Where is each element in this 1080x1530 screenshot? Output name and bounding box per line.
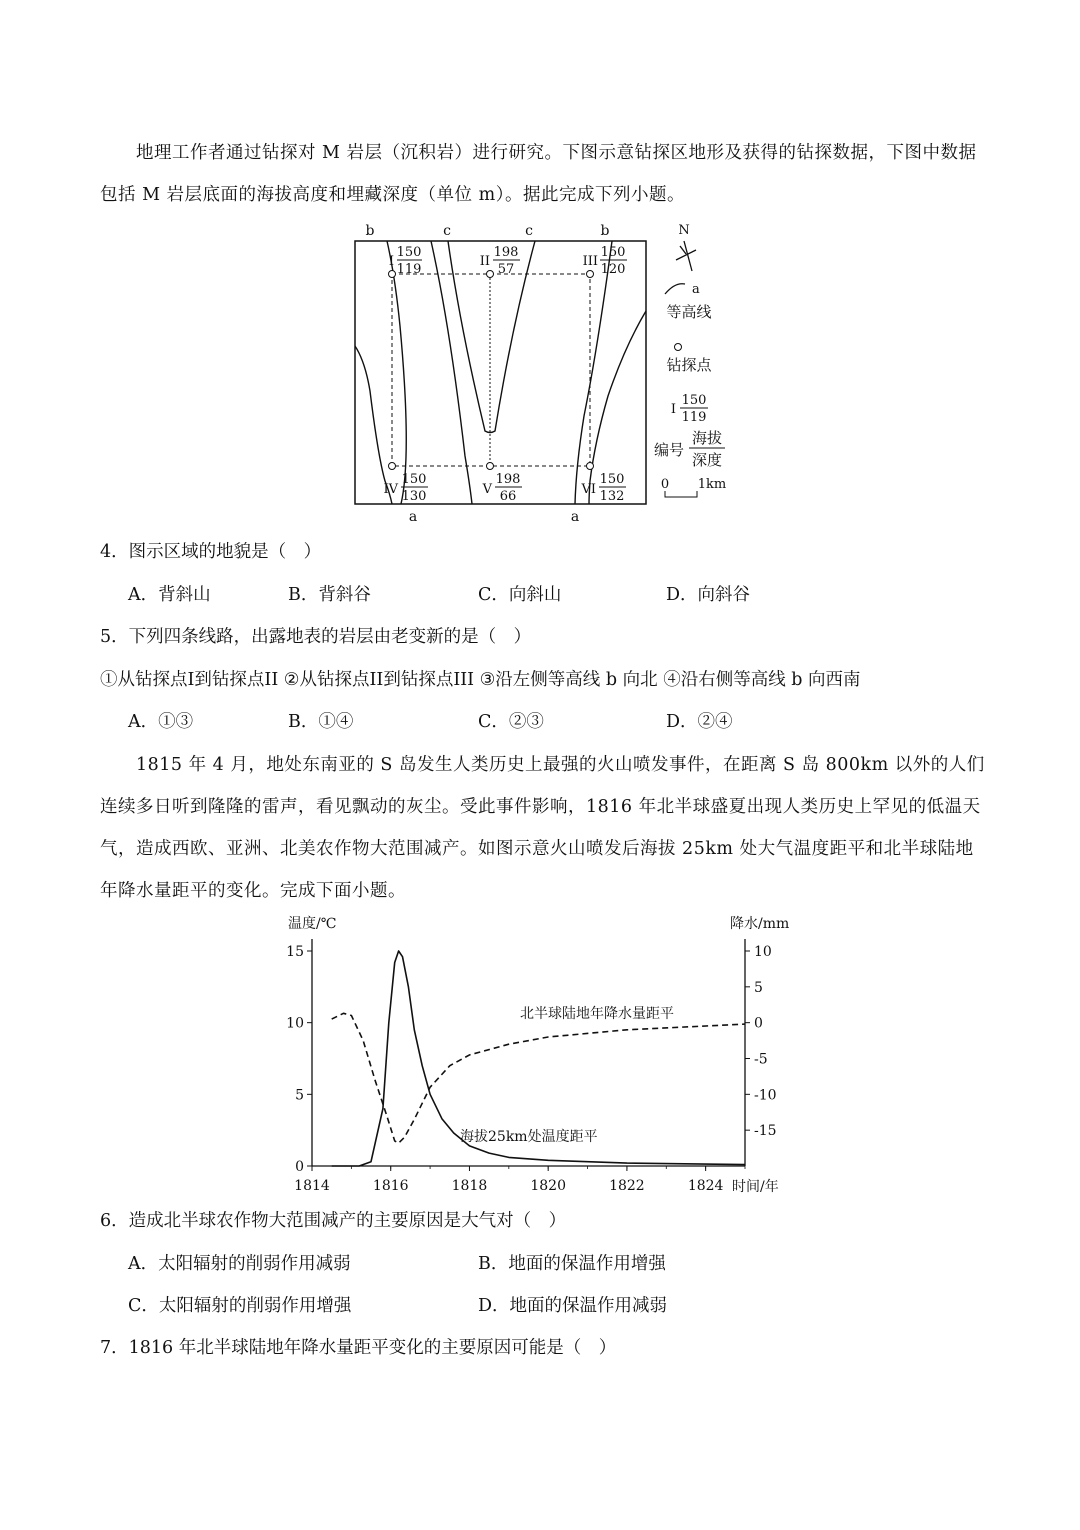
legend-example-top: 150 [681,393,707,408]
y-left-tick-label: 10 [286,1015,304,1032]
y-axis-left-label: 温度/℃ [288,916,337,932]
contour-line-inner-left [431,241,472,504]
contour-a-left [355,346,392,504]
question-7-stem: 7．1816 年北半球陆地年降水量距平变化的主要原因可能是（ ） [100,1338,617,1358]
y-right-tick-label: -10 [754,1087,777,1104]
point-id-III: III [582,254,598,269]
q4-option-c[interactable]: C．向斜山 [478,585,562,605]
intro-paragraph-2: 1815 年 4 月，地处东南亚的 S 岛发生人类历史上最强的火山喷发事件，在距离 S 岛 800km 以外的人们连续多日听到隆隆的雷声，看见飘动的灰尘。受此事件影响，1816 年北半球盛夏出现人类历史上罕见的低温天气，造成西欧、亚洲、北美农作物大范围减产。如图示意火山喷发后海拔 25km 处大气温度距平和北半球陆地年降水量距平的变化。完成下面小题。 [100,755,985,901]
point-III-depth: 120 [600,262,626,277]
q4-option-b[interactable]: B．背斜谷 [288,585,371,605]
q5-option-a[interactable]: A．①③ [128,712,194,732]
legend-contour-letter: a [692,282,700,297]
point-I-depth: 119 [396,262,422,277]
top-label-c-right: c [525,223,533,239]
q6-option-c[interactable]: C．太阳辐射的削弱作用增强 [128,1296,352,1316]
question-4-stem: 4．图示区域的地貌是（ ） [100,542,322,562]
contour-legend-icon [665,284,685,294]
y-right-tick-label: 10 [754,944,772,960]
y-left-tick-label: 15 [286,944,304,960]
contour-c-valley [448,241,535,433]
north-label: N [678,223,690,238]
legend-key-left: 编号 [654,441,685,459]
point-III-altitude: 150 [600,245,626,260]
point-id-IV: IV [383,482,398,497]
drill-point-III [587,271,594,278]
y-right-tick-label: 0 [754,1015,763,1032]
x-tick-label: 1822 [609,1178,645,1194]
x-tick-label: 1820 [530,1178,567,1194]
x-tick-label: 1814 [294,1178,330,1194]
bottom-label-a-left: a [408,509,418,525]
q5-option-d[interactable]: D．②④ [666,712,733,732]
point-V-depth: 66 [499,489,517,504]
point-id-V: V [482,482,492,497]
point-I-altitude: 150 [396,245,422,260]
drill-point-VI [587,463,594,470]
point-IV-altitude: 150 [401,472,427,487]
drill-point-IV [389,463,396,470]
x-axis-label: 时间/年 [732,1179,779,1195]
q6-option-d[interactable]: D．地面的保温作用减弱 [478,1296,668,1316]
q6-option-b[interactable]: B．地面的保温作用增强 [478,1254,666,1274]
bottom-label-a-right: a [570,509,580,525]
point-id-VI: VI [581,482,596,497]
drill-point-I [389,271,396,278]
point-V-altitude: 198 [495,472,521,487]
precipitation-anomaly-line [332,1013,745,1143]
scale-bar [665,491,697,497]
q4-option-d[interactable]: D．向斜谷 [666,585,751,605]
top-label-c-left: c [443,223,451,239]
x-tick-label: 1824 [687,1178,724,1194]
drill-map-figure [340,216,740,530]
point-id-I: I [388,254,394,269]
point-VI-depth: 132 [599,489,625,504]
legend-example-bottom: 119 [681,410,707,425]
drill-point-legend-icon [675,344,682,351]
legend-key-bottom: 深度 [691,451,723,469]
scale-zero: 0 [660,477,670,492]
legend-contour-label: 等高线 [666,303,712,321]
drill-point-II [487,271,494,278]
q4-option-a[interactable]: A．背斜山 [128,585,211,605]
point-II-altitude: 198 [493,245,519,260]
chart-axes [286,939,776,1194]
x-tick-label: 1818 [451,1178,488,1194]
top-label-b-right: b [600,223,610,239]
y-axis-right-label: 降水/mm [730,916,790,932]
y-left-tick-label: 5 [295,1087,304,1104]
y-right-tick-label: -15 [754,1123,777,1140]
series-label-temperature: 海拔25km处温度距平 [460,1129,598,1145]
question-6-stem: 6．造成北半球农作物大范围减产的主要原因是大气对（ ） [100,1211,567,1231]
drill-point-V [487,463,494,470]
q5-option-c[interactable]: C．②③ [478,712,544,732]
point-id-II: II [479,254,490,269]
legend-key-top: 海拔 [691,429,723,447]
scale-label: 1km [697,477,727,492]
top-label-b-left: b [365,223,375,239]
north-arrow-icon [676,241,696,271]
series-label-precipitation: 北半球陆地年降水量距平 [520,1006,674,1022]
map-frame [355,241,646,504]
question-5-stem: 5．下列四条线路，出露地表的岩层由老变新的是（ ） [100,627,532,647]
intro-paragraph-1: 地理工作者通过钻探对 M 岩层（沉积岩）进行研究。下图示意钻探区地形及获得的钻探数据，下图中数据包括 M 岩层底面的海拔高度和埋藏深度（单位 m）。据此完成下列小题。 [100,143,977,205]
y-right-tick-label: 5 [754,979,763,996]
x-tick-label: 1816 [372,1178,409,1194]
drill-grid-dashed [392,274,590,466]
legend-example-id: I [670,402,676,417]
point-II-depth: 57 [497,262,515,277]
q6-option-a[interactable]: A．太阳辐射的削弱作用减弱 [128,1254,351,1274]
point-IV-depth: 130 [401,489,427,504]
volcano-anomaly-chart [270,908,810,1200]
question-5-routes: ①从钻探点I到钻探点II ②从钻探点II到钻探点III ③沿左侧等高线 b 向北 ④沿右侧等高线 b 向西南 [100,670,861,690]
legend-drill-label: 钻探点 [666,356,712,374]
q5-option-b[interactable]: B．①④ [288,712,354,732]
point-VI-altitude: 150 [599,472,625,487]
y-right-tick-label: -5 [754,1051,768,1068]
y-left-tick-label: 0 [295,1159,304,1175]
